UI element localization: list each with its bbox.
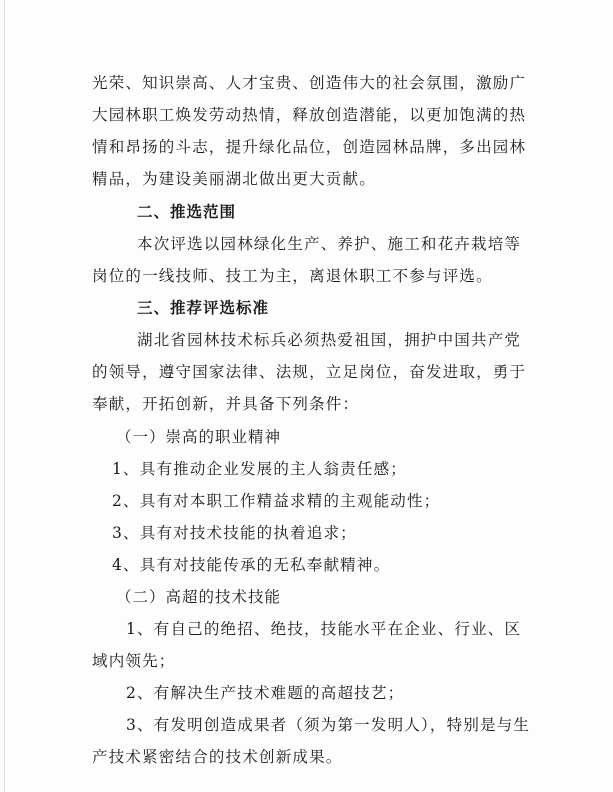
paragraph-line: 产技术紧密结合的技术创新成果。 — [92, 748, 343, 766]
list-item: 2、具有对本职工作精益求精的主观能动性； — [112, 492, 441, 510]
page-edge-divider — [4, 0, 5, 792]
paragraph-line: 本次评选以园林绿化生产、养护、施工和花卉栽培等 — [137, 235, 522, 253]
paragraph-line: 的领导，遵守国家法律、法规，立足岗位，奋发进取，勇于 — [92, 363, 527, 381]
section-heading-scope: 二、推选范围 — [137, 203, 237, 221]
paragraph-line: 岗位的一线技师、技工为主，离退休职工不参与评选。 — [92, 267, 493, 285]
subsection-heading-spirit: （一）崇高的职业精神 — [116, 428, 282, 446]
paragraph-line: 奉献，开拓创新，并具备下列条件： — [92, 395, 360, 413]
paragraph-line: 情和昂扬的斗志，提升绿化品位，创造园林品牌，多出园林 — [92, 138, 527, 156]
list-item: 2、有解决生产技术难题的高超技艺； — [126, 684, 405, 702]
list-item: 3、有发明创造成果者（须为第一发明人），特别是与生 — [126, 716, 531, 734]
paragraph-line: 大园林职工焕发劳动热情，释放创造潜能，以更加饱满的热 — [92, 106, 527, 124]
section-heading-criteria: 三、推荐评选标准 — [137, 299, 270, 317]
paragraph-line: 精品，为建设美丽湖北做出更大贡献。 — [92, 170, 376, 188]
list-item: 1、有自己的绝招、绝技，技能水平在企业、行业、区 — [126, 620, 522, 638]
paragraph-line: 光荣、知识崇高、人才宝贵、创造伟大的社会氛围，激励广 — [92, 74, 527, 92]
paragraph-line: 湖北省园林技术标兵必须热爱祖国，拥护中国共产党 — [137, 331, 522, 349]
paragraph-line: 域内领先； — [92, 652, 176, 670]
list-item: 1、具有推动企业发展的主人翁责任感； — [112, 460, 407, 478]
subsection-heading-skills: （二）高超的技术技能 — [116, 588, 282, 606]
list-item: 4、具有对技能传承的无私奉献精神。 — [112, 556, 391, 574]
list-item: 3、具有对技术技能的执着追求； — [112, 524, 357, 542]
